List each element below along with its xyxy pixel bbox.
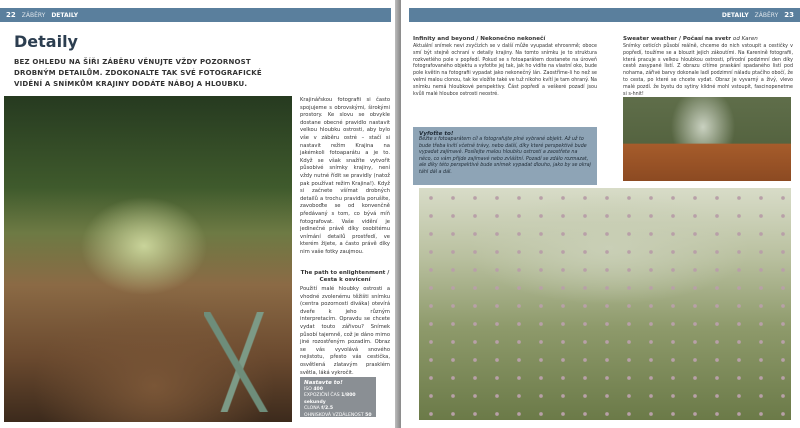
caption-author: od Karen xyxy=(732,36,758,42)
page-number: 23 xyxy=(784,11,794,19)
settings-row xyxy=(304,413,372,426)
caption-text: Použití malé hloubky ostrosti a vhodné zvolenému těžišti snímku (centra pozornosti diváka) otevírá dveře k jeho různým interpretacím. Opravdu se chcete vydat touto zářivou? Snímek působí tajemně, což je dáno mimo jiné rozostřeným pozadím. Obraz se vás vyvolává snového nejistotu, přesto vás cestička, osvětlená zlatavým prasklém světla, láká vykročit. xyxy=(300,286,390,376)
caption-text: Snímky ceticích působí reálně, chceme do nich vstoupit a cestičky v popředí, toužíme se a blouzit jejich zákoutími. Na Karenině fotografii, která pracuje s velkou hloubkou ostrosti, přírodní podzimní den díky cestě zasypané listí. Z obrazu cítíme praskání spadaného listí pod nohama, zářivé barvy dokonale ladí podzimní náladu ptačího obočí, že to cesta, po které se chcete vydat. Obraz je vyvarný a živý, vlevo malé pozdí. že bystu do sytiny klidné mohl vstoupit, fascinopenetme si s-hnit! xyxy=(623,44,793,97)
forest-path-photo xyxy=(4,96,292,422)
right-page xyxy=(401,0,800,428)
tip-heading: Vyfoťte to! xyxy=(419,131,454,137)
autumn-path-photo xyxy=(623,97,791,181)
tip-box xyxy=(413,127,597,185)
right-page-header xyxy=(409,8,800,22)
settings-value: f/2.5 xyxy=(321,406,334,411)
chapter-label: ZÁBĚRY xyxy=(754,11,779,19)
chapter-label: ZÁBĚRY xyxy=(21,11,46,19)
settings-box xyxy=(300,377,376,424)
settings-label: CLONA xyxy=(304,406,320,411)
caption-text: Aktuální snímek nevi zvyčizích se v další může vyupadat ehrosnmě; oboce smí být stejně ochraní v detaily krajiny. Na tomto snímku je to struktura rozkvetlého pole v popředí. Pokud se s fotoaparátem dostanete na úroveň fotografovaného objektu a vyfotíte jej tak, jak ho vidíte na vlastní oko, bude pole květin na fotografii vypadat jako nekonečný lán. Zaostříme-li ho než se velmi malou clonou, tak ke vložíte také ve tuž nikoho kvítí je tam ohraný. Na snímku nemá hloubkové perspektivy. Část popředí a veškeré pozadí jsou kvůli malé hloubce ostrosti neostré. xyxy=(413,44,597,97)
left-page-header xyxy=(0,8,391,22)
page-number: 22 xyxy=(6,11,16,19)
caption-heading xyxy=(623,36,758,42)
settings-label: EXPOZIČNÍ ČAS xyxy=(304,393,340,398)
settings-value: 1/800 sekundy xyxy=(304,393,356,405)
body-column: Krajinářskou fotografii si často spojujeme s obrovskými, širokými prostory. Ke slovu se obvykle dostane obecné pravidlo nastavit velkou hloubku ostrosti, aby bylo vše v záběru ostré – stačí si nastavit režim Krajina na jakémkoli fotoaparátu a je to. Když se však snažíte vytvořit působivé snímky krajiny, není vždy nutné řídit se pravidly (natož pak používat režim Krajina!). Když si začnete všímat drobných detailů a trochu pravidla porušíte, zavoboďte se od konvenčně předávaný s tom, co bývá míň fotografovat. Vaše vidění je jedinečné právě díky osobitému vnímání detailů prostředí, ve kterém žijete, a často právě díky nim vaše fotky zaujmou. xyxy=(300,97,390,255)
settings-label: ISO xyxy=(304,386,312,392)
page-title: Detaily xyxy=(14,32,78,51)
caption-title: Sweater weather / Počasí na svetr xyxy=(623,36,731,42)
settings-row xyxy=(304,393,372,406)
tip-text: Běžte s fotoaparátem cíl a fotografujte plné vybrané objekt. Až už to bude třeba kvítí včetně trávy, nebo další, díky které perspektivě bude vypadat zajímavě. Posílejte malou hloubku ostrosti a zaostřete na něco, co vám přijde zajímavé nebo zvláštní. Pozadí se zdálo rozmazat, ale díky této perspektivě bude snímek vypadat dlouho, jako by se okraj táhl dál a dál. xyxy=(419,137,591,175)
flower-field-photo xyxy=(419,188,791,420)
section-label: DETAILY xyxy=(51,11,79,19)
left-page xyxy=(0,0,399,428)
settings-heading: Nastavte to! xyxy=(304,380,343,386)
aloe-plant-foreground xyxy=(204,312,284,412)
section-label: DETAILY xyxy=(721,11,749,19)
settings-label: OHNISKOVÁ VZDÁLENOST xyxy=(304,412,364,418)
settings-value: 50 mm xyxy=(304,412,372,424)
settings-value: 400 xyxy=(313,386,323,392)
caption-heading: Infinity and beyond / Nekonečno nekonečí xyxy=(413,36,546,42)
caption-heading: The path to enlightenment / Cesta k osvícení xyxy=(300,270,390,283)
lead-paragraph: BEZ OHLEDU NA ŠÍŘI ZÁBĚRU VĚNUJTE VŽDY POZORNOST DROBNÝM DETAILŮM. ZDOKONALTE TAK SVÉ FOTOGRAFICKÉ VIDĚNÍ A SNÍMKŮM KRAJINY DODÁTE NÁBOJ A HLOUBKU. xyxy=(14,58,262,88)
